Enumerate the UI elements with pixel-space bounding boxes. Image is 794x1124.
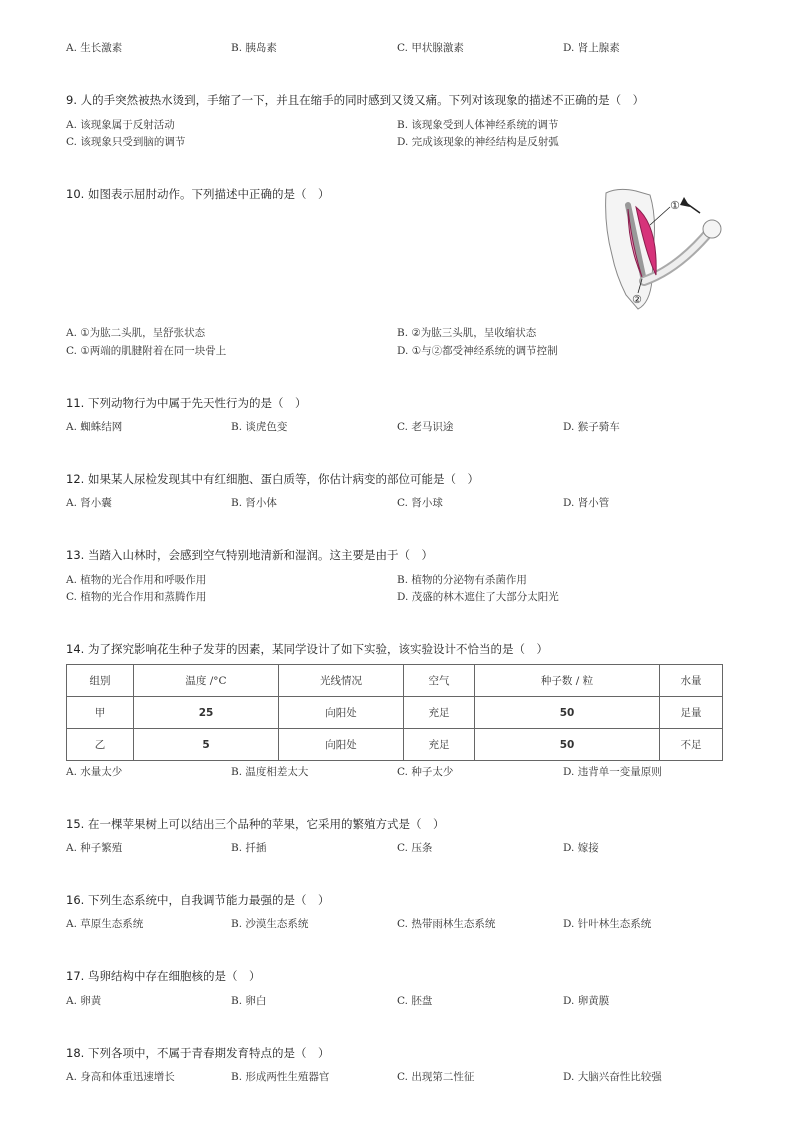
q11-option-c: C. 老马识途 — [397, 421, 454, 433]
q15-stem: 15. 在一棵苹果树上可以结出三个品种的苹果，它采用的繁殖方式是（ ） — [66, 817, 445, 831]
table-header: 水量 — [660, 665, 723, 697]
q12-option-d: D. 肾小管 — [563, 497, 610, 509]
q13-stem: 13. 当踏入山林时，会感到空气特别地清新和湿润。这主要是由于（ ） — [66, 548, 433, 562]
q11-option-a: A. 蜘蛛结网 — [66, 421, 123, 433]
table-header: 空气 — [404, 665, 475, 697]
q15-option-d: D. 嫁接 — [563, 842, 599, 854]
table-cell: 向阳处 — [279, 729, 404, 761]
q17-option-d: D. 卵黄膜 — [563, 995, 610, 1007]
table-header: 光线情况 — [279, 665, 404, 697]
q18-option-a: A. 身高和体重迅速增长 — [66, 1071, 175, 1083]
q9-option-c: C. 该现象只受到脑的调节 — [66, 136, 186, 148]
q9-option-b: B. 该现象受到人体神经系统的调节 — [397, 119, 559, 131]
table-cell: 充足 — [404, 697, 475, 729]
table-header: 组别 — [67, 665, 134, 697]
q13-option-d: D. 茂盛的林木遮住了大部分太阳光 — [397, 591, 559, 603]
q11-stem: 11. 下列动物行为中属于先天性行为的是（ ） — [66, 396, 307, 410]
table-cell: 充足 — [404, 729, 475, 761]
q11-option-b: B. 谈虎色变 — [231, 421, 288, 433]
table-header-row — [67, 665, 723, 697]
q17-option-c: C. 胚盘 — [397, 995, 433, 1007]
q11-option-d: D. 猴子骑车 — [563, 421, 620, 433]
q18-option-d: D. 大脑兴奋性比较强 — [563, 1071, 662, 1083]
q18-option-c: C. 出现第二性征 — [397, 1071, 475, 1083]
label-1: ① — [670, 199, 680, 212]
q14-option-b: B. 温度相差太大 — [231, 766, 309, 778]
q16-option-c: C. 热带雨林生态系统 — [397, 918, 496, 930]
q8-option-a: A. 生长激素 — [66, 42, 123, 54]
q13-option-c: C. 植物的光合作用和蒸腾作用 — [66, 591, 207, 603]
q16-option-a: A. 草原生态系统 — [66, 918, 144, 930]
table-cell: 甲 — [67, 697, 134, 729]
table-header: 温度 /°C — [134, 665, 279, 697]
q16-option-b: B. 沙漠生态系统 — [231, 918, 309, 930]
table-cell: 5 — [134, 729, 279, 761]
q15-option-b: B. 扦插 — [231, 842, 267, 854]
arm-flexion-diagram — [598, 185, 728, 315]
q15-option-a: A. 种子繁殖 — [66, 842, 123, 854]
q14-option-a: A. 水量太少 — [66, 766, 123, 778]
q18-stem: 18. 下列各项中，不属于青春期发育特点的是（ ） — [66, 1046, 330, 1060]
table-cell: 乙 — [67, 729, 134, 761]
q14-option-c: C. 种子太少 — [397, 766, 454, 778]
q9-stem: 9. 人的手突然被热水烫到，手缩了一下，并且在缩手的同时感到又烫又痛。下列对该现象的描述不正确的是（ ） — [66, 93, 645, 107]
q10-stem: 10. 如图表示屈肘动作。下列描述中正确的是（ ） — [66, 187, 330, 201]
q8-option-b: B. 胰岛素 — [231, 42, 277, 54]
arm-flexion-figure — [598, 185, 728, 315]
q13-option-b: B. 植物的分泌物有杀菌作用 — [397, 574, 527, 586]
q17-stem: 17. 鸟卵结构中存在细胞核的是（ ） — [66, 969, 261, 983]
q10-option-a: A. ①为肱二头肌，呈舒张状态 — [66, 327, 206, 339]
q16-option-d: D. 针叶林生态系统 — [563, 918, 652, 930]
table-cell: 足量 — [660, 697, 723, 729]
q16-stem: 16. 下列生态系统中，自我调节能力最强的是（ ） — [66, 893, 330, 907]
q12-option-b: B. 肾小体 — [231, 497, 277, 509]
table-cell: 不足 — [660, 729, 723, 761]
q10-option-d: D. ①与②都受神经系统的调节控制 — [397, 345, 558, 357]
q12-option-c: C. 肾小球 — [397, 497, 443, 509]
table-cell: 25 — [134, 697, 279, 729]
experiment-table — [66, 664, 723, 761]
q10-option-c: C. ①两端的肌腱附着在同一块骨上 — [66, 345, 227, 357]
q17-option-b: B. 卵白 — [231, 995, 267, 1007]
q8-option-c: C. 甲状腺激素 — [397, 42, 464, 54]
table-cell: 50 — [475, 697, 660, 729]
q10-option-b: B. ②为肱三头肌，呈收缩状态 — [397, 327, 537, 339]
q18-option-b: B. 形成两性生殖器官 — [231, 1071, 330, 1083]
q8-option-d: D. 肾上腺素 — [563, 42, 620, 54]
table-cell: 向阳处 — [279, 697, 404, 729]
q14-option-d: D. 违背单一变量原则 — [563, 766, 662, 778]
label-2: ② — [632, 293, 642, 306]
q14-stem: 14. 为了探究影响花生种子发芽的因素，某同学设计了如下实验，该实验设计不恰当的是（ ） — [66, 642, 548, 656]
table-cell: 50 — [475, 729, 660, 761]
table-row — [67, 697, 723, 729]
table-row — [67, 729, 723, 761]
q12-stem: 12. 如果某人尿检发现其中有红细胞、蛋白质等，你估计病变的部位可能是（ ） — [66, 472, 479, 486]
q9-option-d: D. 完成该现象的神经结构是反射弧 — [397, 136, 559, 148]
q9-option-a: A. 该现象属于反射活动 — [66, 119, 175, 131]
q12-option-a: A. 肾小囊 — [66, 497, 112, 509]
q15-option-c: C. 压条 — [397, 842, 433, 854]
q17-option-a: A. 卵黄 — [66, 995, 102, 1007]
table-header: 种子数 / 粒 — [475, 665, 660, 697]
q13-option-a: A. 植物的光合作用和呼吸作用 — [66, 574, 207, 586]
